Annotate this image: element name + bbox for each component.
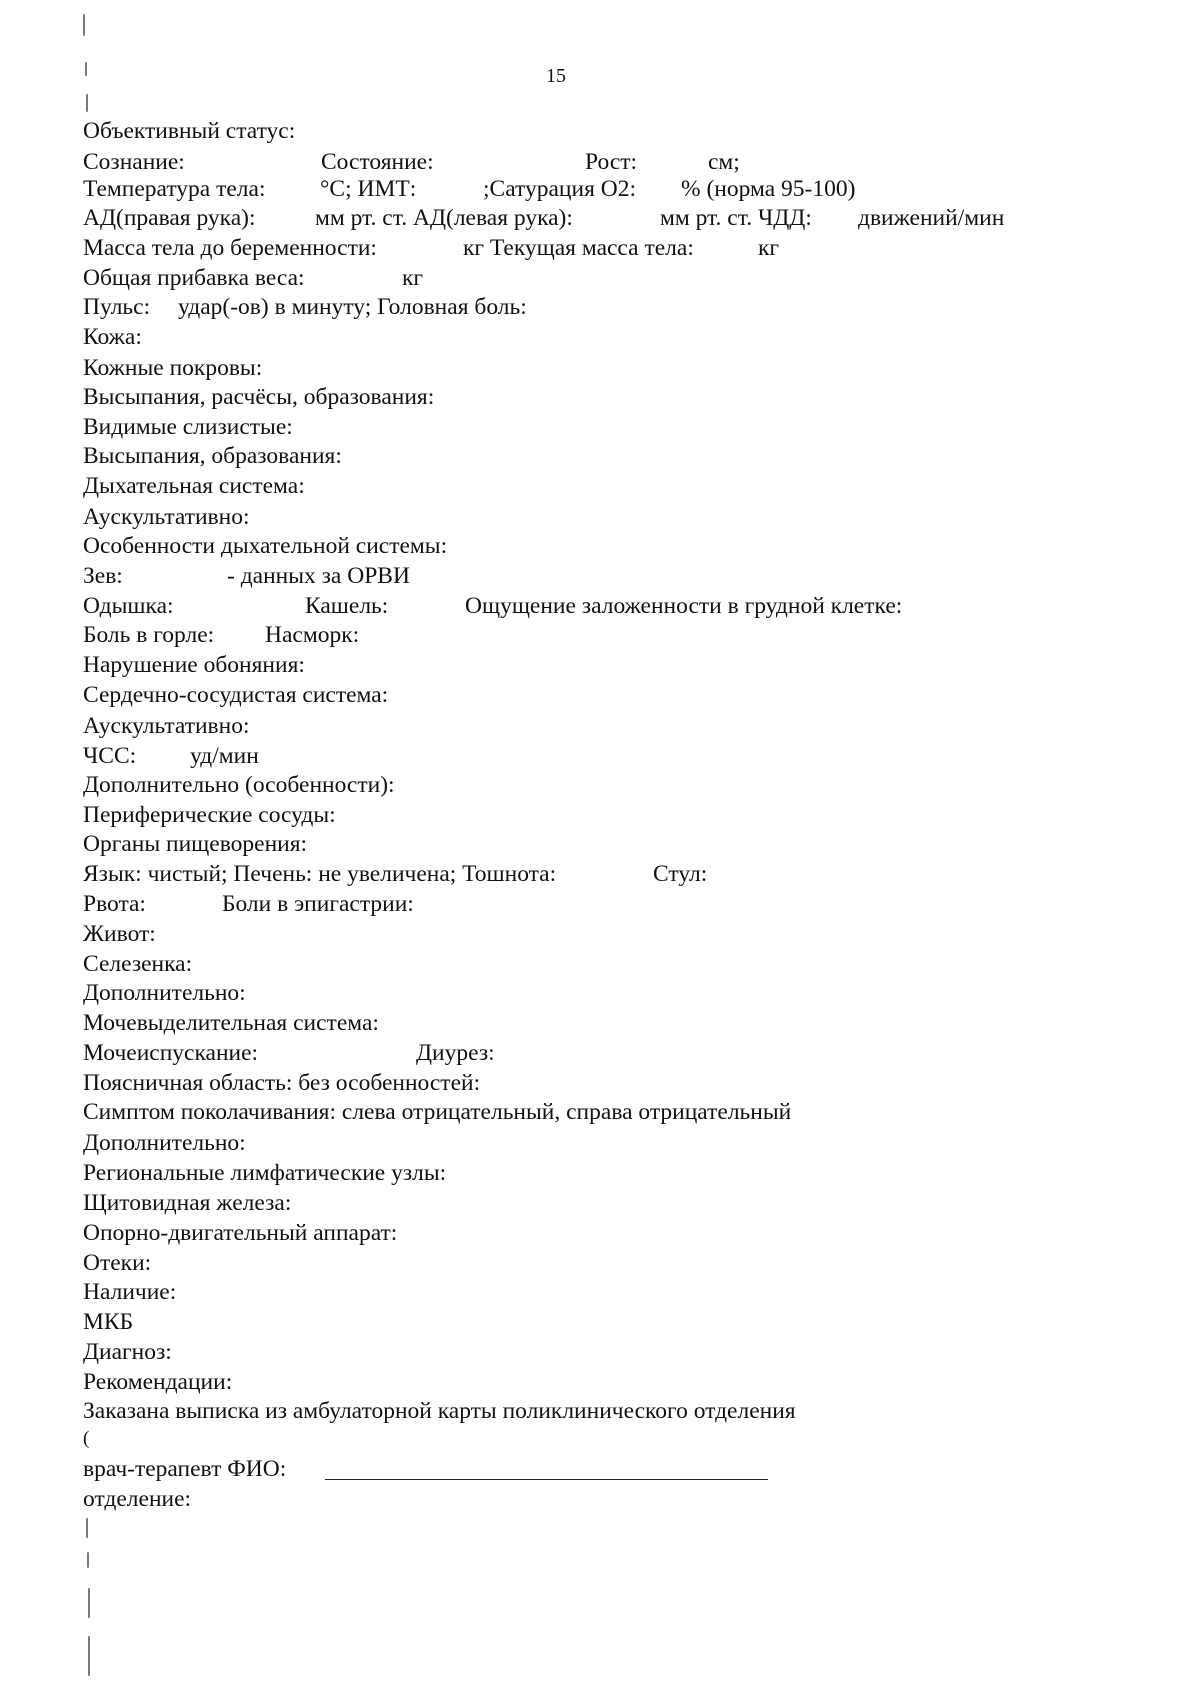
chest-congestion-label: Ощущение заложенности в грудной клетке: <box>465 593 903 619</box>
auscultation-label: Аускультативно: <box>83 504 250 530</box>
diagnosis-label: Диагноз: <box>83 1339 172 1365</box>
weight-gain-label: Общая прибавка веса: <box>83 265 305 291</box>
lymph-nodes-label: Региональные лимфатические узлы: <box>83 1160 447 1186</box>
cardio-auscultation-label: Аускультативно: <box>83 713 250 739</box>
spleen-label: Селезенка: <box>83 951 193 977</box>
cardiovascular-heading: Сердечно-сосудистая система: <box>83 682 389 708</box>
mucosa-label: Видимые слизистые: <box>83 414 293 440</box>
respiratory-features-label: Особенности дыхательной системы: <box>83 533 448 559</box>
lumbar-region-label: Поясничная область: без особенностей: <box>83 1070 481 1096</box>
heart-rate-unit: уд/мин <box>190 743 259 769</box>
sore-throat-label: Боль в горле: <box>83 622 215 648</box>
musculoskeletal-label: Опорно-двигательный аппарат: <box>83 1220 398 1246</box>
icd-label: МКБ <box>83 1309 134 1335</box>
saturation-label: ;Сатурация O2: <box>483 176 637 202</box>
skin-covers-label: Кожные покровы: <box>83 355 263 381</box>
height-unit: см; <box>708 149 740 175</box>
pulse-unit-headache-label: удар(-ов) в минуту; Головная боль: <box>178 294 527 320</box>
bp-left-label: мм рт. ст. АД(левая рука): <box>315 205 573 231</box>
scan-mark <box>86 94 88 112</box>
diuresis-label: Диурез: <box>416 1040 495 1066</box>
physician-name-label: врач-терапевт ФИО: <box>83 1456 287 1482</box>
physician-name-underline <box>325 1479 768 1480</box>
extract-ordered-text: Заказана выписка из амбулаторной карты поликлинического отделения <box>83 1398 796 1424</box>
edema-label: Отеки: <box>83 1250 152 1276</box>
department-label: отделение: <box>83 1486 192 1512</box>
rashes-label: Высыпания, расчёсы, образования: <box>83 384 435 410</box>
abdomen-label: Живот: <box>83 921 156 947</box>
additional-features-label: Дополнительно (особенности): <box>83 772 395 798</box>
skin-heading: Кожа: <box>83 324 142 350</box>
recommendations-label: Рекомендации: <box>83 1369 233 1395</box>
cough-label: Кашель: <box>305 593 389 619</box>
consciousness-label: Сознание: <box>83 149 185 175</box>
page-number: 15 <box>546 65 566 87</box>
orvi-text: - данных за ОРВИ <box>227 563 410 589</box>
condition-label: Состояние: <box>321 149 434 175</box>
respiratory-rate-unit: движений/мин <box>858 205 1005 231</box>
additional-label: Дополнительно: <box>83 980 246 1006</box>
scan-mark <box>88 1588 90 1618</box>
height-label: Рост: <box>585 149 638 175</box>
respiratory-system-heading: Дыхательная система: <box>83 473 305 499</box>
respiratory-rate-label: мм рт. ст. ЧДД: <box>660 205 812 231</box>
bp-right-label: АД(правая рука): <box>83 205 256 231</box>
thyroid-label: Щитовидная железа: <box>83 1190 292 1216</box>
objective-status-heading: Объективный статус: <box>83 118 296 144</box>
temperature-label: Температура тела: <box>83 176 266 202</box>
smell-impairment-label: Нарушение обоняния: <box>83 652 305 678</box>
current-mass-label: кг Текущая масса тела: <box>463 235 694 261</box>
dyspnea-label: Одышка: <box>83 593 174 619</box>
mucosa-rashes-label: Высыпания, образования: <box>83 443 342 469</box>
saturation-norm: % (норма 95-100) <box>681 176 856 202</box>
weight-gain-unit: кг <box>402 265 424 291</box>
throat-label: Зев: <box>83 563 123 589</box>
presence-label: Наличие: <box>83 1279 177 1305</box>
heart-rate-label: ЧСС: <box>83 743 137 769</box>
bmi-label: °C; ИМТ: <box>320 176 417 202</box>
mass-before-pregnancy-label: Масса тела до беременности: <box>83 235 377 261</box>
urinary-system-heading: Мочевыделительная система: <box>83 1010 379 1036</box>
scan-mark <box>83 14 85 36</box>
vomiting-label: Рвота: <box>83 891 146 917</box>
stool-label: Стул: <box>653 861 708 887</box>
digestive-organs-heading: Органы пищеворения: <box>83 831 308 857</box>
scan-mark <box>87 1552 89 1568</box>
additional-urinary-label: Дополнительно: <box>83 1130 246 1156</box>
current-mass-unit: кг <box>758 235 780 261</box>
tapping-symptom-label: Симптом поколачивания: слева отрицательный, справа отрицательный <box>83 1099 792 1125</box>
runny-nose-label: Насморк: <box>265 622 360 648</box>
scan-mark <box>85 62 87 76</box>
pulse-label: Пульс: <box>83 294 151 320</box>
peripheral-vessels-label: Периферические сосуды: <box>83 802 336 828</box>
tongue-liver-nausea-label: Язык: чистый; Печень: не увеличена; Тошнота: <box>83 861 557 887</box>
scan-mark <box>86 1518 88 1538</box>
epigastric-pain-label: Боли в эпигастрии: <box>222 891 414 917</box>
scan-mark <box>88 1636 90 1676</box>
urination-label: Мочеиспускание: <box>83 1040 259 1066</box>
stray-bracket-mark: ( <box>83 1428 90 1449</box>
